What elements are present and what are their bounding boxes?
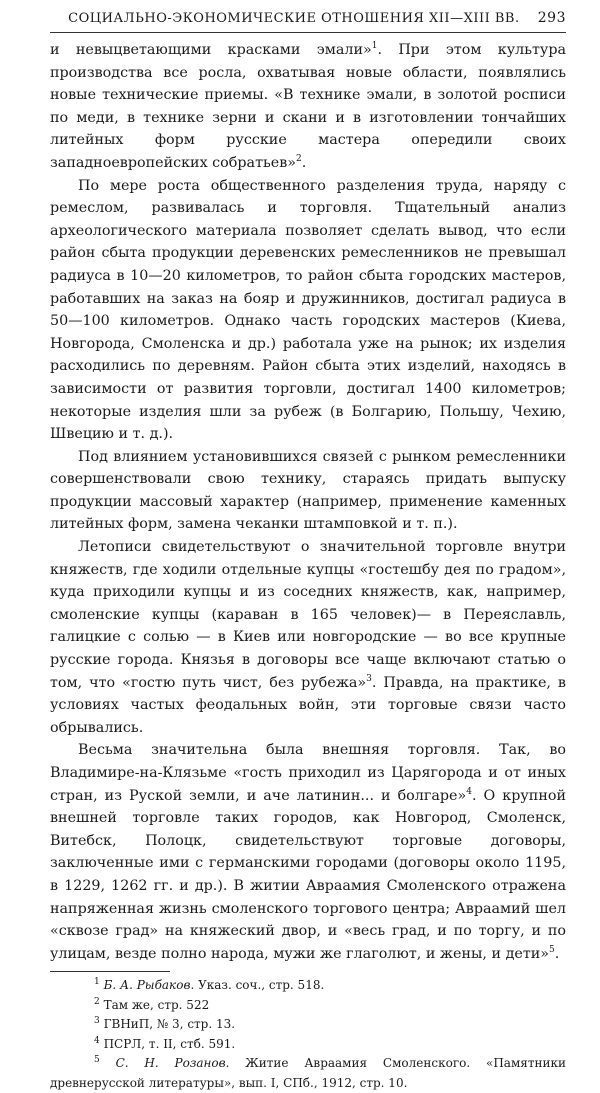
footnote-3: $^3$ ГВНиП, № 3, стр. 13. bbox=[94, 1016, 236, 1032]
paragraph-3: Под влиянием установившихся связей с рынком ремесленники совершенствовали свою технику, стараясь придать выпуску продукции массовый характер (например, применение каменных литейных форм, замена чеканки штамповкой и т. п.). bbox=[50, 448, 566, 533]
footnote-ref-3: 3 bbox=[366, 673, 372, 684]
footnote-divider bbox=[50, 971, 170, 972]
footnote-ref-4: 4 bbox=[466, 786, 472, 797]
paragraph-1: и невыцветающими красками эмали»$^1$. При этом культура производства все росла, охватывая новые области, появлялись новые технические приемы. «В технике эмали, в золотой росписи по меди, в технике зерни и скани и в изготовлении тончайших литейных форм русские мастера опередили своих западноевропейских собратьев»$^2$. bbox=[50, 41, 567, 171]
main-text bbox=[50, 39, 566, 965]
paragraph-4: Летописи свидетельствуют о значительной торговле внутри княжеств, где ходили отдельные купцы «гостешбу дея по градом», куда приходили купцы и из соседних княжеств, как, например, смоленские купцы (караван в 165 человек)— в Переяславль, галицкие с солью — в Киев или новгородские — во все крупные русские города. Князья в договоры все чаще включают статью о том, что «гостю путь чист, без рубежа»$^3$. Правда, на практике, в условиях частых феодальных войн, эти торговые связи часто обрывались. bbox=[50, 539, 566, 736]
running-header bbox=[50, 10, 566, 33]
footnotes bbox=[50, 971, 566, 1093]
footnote-5: $^5$ С. Н. Розанов. Житие Авраамия Смоленского. «Памятники древнерусской литературы», вып. I, СПб., 1912, стр. 10. bbox=[50, 1055, 566, 1090]
footnote-1: $^1$ Б. А. Рыбаков. Указ. соч., стр. 518. bbox=[94, 977, 325, 993]
page-number: 293 bbox=[537, 10, 566, 26]
footnote-4: $^4$ ПСРЛ, т. II, стб. 591. bbox=[94, 1035, 236, 1051]
footnote-2: $^2$ Там же, стр. 522 bbox=[94, 996, 210, 1012]
running-title: СОЦИАЛЬНО-ЭКОНОМИЧЕСКИЕ ОТНОШЕНИЯ XII—XIII ВВ. bbox=[68, 11, 520, 26]
footnote-ref-2: 2 bbox=[296, 154, 302, 165]
paragraph-2: По мере роста общественного разделения труда, наряду с ремеслом, развивалась и торговля. Тщательный анализ археологического материала позволяет сделать вывод, что если район сбыта продукции деревенских ремесленников не превышал радиуса в 10—20 километров, то район сбыта городских мастеров, работавших на заказ на бояр и дружинников, достигал радиуса в 50—100 километров. Однако часть городских мастеров (Киева, Новгорода, Смоленска и др.) работала уже на рынок; их изделия расходились по деревням. Район сбыта этих изделий, находясь в зависимости от развития торговли, достигал 1400 километров; некоторые изделия шли за рубеж (в Болгарию, Польшу, Чехию, Швецию и т. д.). bbox=[50, 177, 566, 443]
paragraph-5: Весьма значительна была внешняя торговля. Так, во Владимире-на-Клязьме «гость приходил из Царягорода и от иных стран, из Руской земли, и аче латинин... и болгаре»$^4$. О крупной внешней торговле таких городов, как Новгород, Смоленск, Витебск, Полоцк, свидетельствуют торговые договоры, заключенные ими с германскими городами (договоры около 1195, в 1229, 1262 гг. и др.). В житии Авраамия Смоленского отражена напряженная жизнь смоленского торгового центра; Авраамий шел «сквозе град» на княжеский двор, и «весь град, и по торгу, и по улицам, везде полно народа, мужи же глаголют, и жены, и дети»$^5$. bbox=[50, 742, 566, 962]
footnote-ref-5: 5 bbox=[549, 944, 555, 955]
footnote-ref-1: 1 bbox=[371, 41, 378, 52]
